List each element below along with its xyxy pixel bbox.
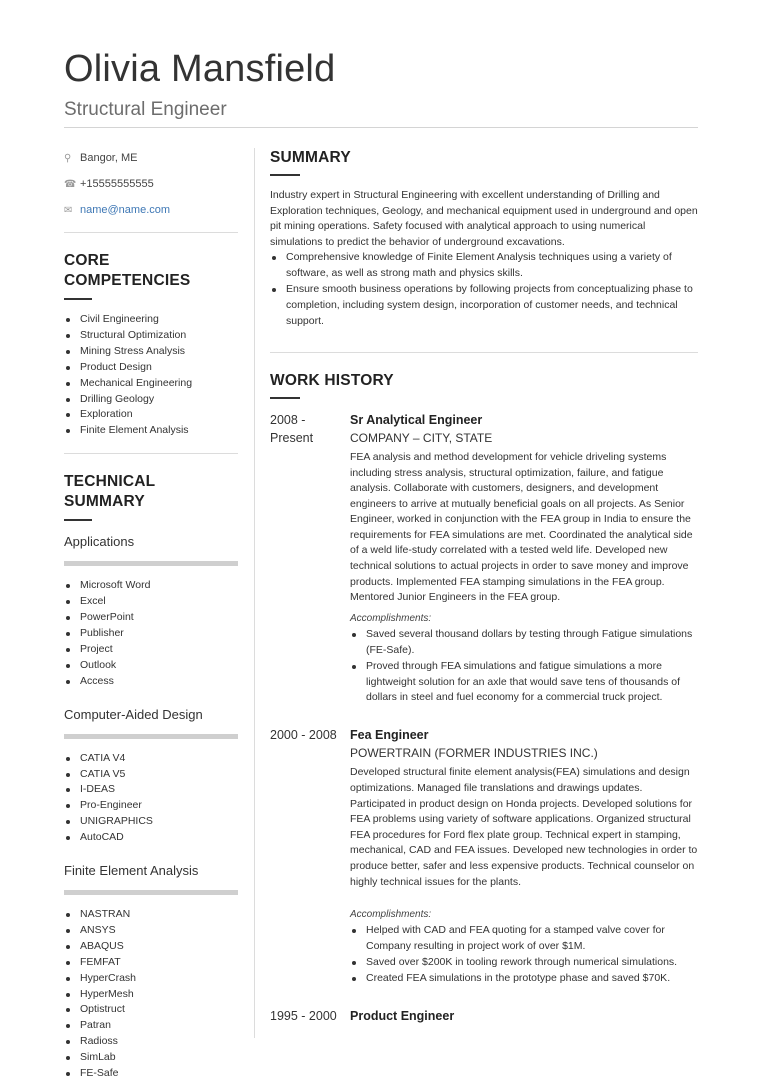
list-item: Saved several thousand dollars by testing through Fatigue simulations (FE-Safe).: [350, 627, 698, 659]
skill-group-applications: Applications: [64, 534, 135, 550]
candidate-title: Structural Engineer: [64, 99, 227, 120]
job-company: COMPANY – CITY, STATE: [350, 430, 493, 445]
list-item: Optistruct: [64, 1002, 238, 1018]
location-text: Bangor, ME: [80, 152, 138, 164]
skill-group-fea: Finite Element Analysis: [64, 863, 199, 879]
list-item: Outlook: [64, 658, 238, 674]
fea-list: [64, 907, 238, 1078]
spacer: [64, 690, 238, 704]
list-item: Pro-Engineer: [64, 798, 238, 814]
list-item: UNIGRAPHICS: [64, 814, 238, 830]
list-item: Excel: [64, 594, 238, 610]
skill-bar: [64, 561, 238, 566]
contact-phone: [64, 176, 238, 192]
right-column: [270, 148, 698, 1045]
list-item: Radioss: [64, 1034, 238, 1050]
list-item: ANSYS: [64, 923, 238, 939]
summary-heading: SUMMARY: [270, 149, 351, 166]
job-description: Developed structural finite element analysis(FEA) simulations and design optimizations. Managed file translations and drawings updates. Participated in product design on Honda projects. Developed solutions for FEA problems using variety of software applications. Organized structural FEA procedures for Ford flex plate group. Technical expert in stamping, mechanical, CAD and FEA issues. Developed new technologies in order to produce better, safer and less expensive products. Technical counselor on highly technical issues for the plants.: [350, 766, 698, 888]
summary-bullets: [270, 250, 698, 330]
list-item: Patran: [64, 1018, 238, 1034]
left-column: [64, 150, 238, 1078]
job-entry: [270, 726, 698, 986]
job-dates: 1995 - 2000: [270, 1008, 337, 1023]
column-divider: [254, 148, 255, 1038]
list-item: Created FEA simulations in the prototype phase and saved $70K.: [350, 971, 698, 987]
list-item: Proved through FEA simulations and fatigue simulations a more lightweight solution for an axle that would save tens of thousands of dollars in steel and fuel economy for a commercial truck project.: [350, 659, 698, 707]
core-competencies-list: [64, 312, 238, 439]
header-divider: [64, 127, 698, 128]
list-item: Ensure smooth business operations by following projects from conceptualizing phase to completion, including system design, incorporation of customer needs, and technical support.: [270, 282, 698, 330]
list-item: NASTRAN: [64, 907, 238, 923]
left-divider: [64, 453, 238, 454]
list-item: Helped with CAD and FEA quoting for a stamped valve cover for Company resulting in project work of over $1M.: [350, 923, 698, 955]
list-item: Comprehensive knowledge of Finite Element Analysis techniques using a variety of software, as well as strong math and physics skills.: [270, 250, 698, 282]
right-divider: [270, 352, 698, 353]
list-item: Exploration: [64, 407, 238, 423]
spacer: [64, 846, 238, 860]
job-entry: [270, 411, 698, 706]
map-pin-icon: ⚲: [64, 152, 72, 164]
heading-underline: [270, 174, 300, 176]
list-item: FE-Safe: [64, 1066, 238, 1078]
job-company: POWERTRAIN (FORMER INDUSTRIES INC.): [350, 746, 598, 761]
list-item: I-DEAS: [64, 782, 238, 798]
core-competencies-heading: CORE COMPETENCIES: [64, 252, 191, 289]
skill-bar: [64, 734, 238, 739]
list-item: CATIA V4: [64, 751, 238, 767]
list-item: FEMFAT: [64, 955, 238, 971]
list-item: Civil Engineering: [64, 312, 238, 328]
list-item: Structural Optimization: [64, 328, 238, 344]
job-title: Product Engineer: [350, 1008, 455, 1023]
list-item: ABAQUS: [64, 939, 238, 955]
envelope-icon: ✉: [64, 204, 73, 216]
list-item: Finite Element Analysis: [64, 423, 238, 439]
list-item: CATIA V5: [64, 767, 238, 783]
skill-bar: [64, 890, 238, 895]
left-divider: [64, 232, 238, 233]
phone-text: +15555555555: [80, 178, 154, 190]
list-item: Access: [64, 674, 238, 690]
job-entry: [270, 1007, 698, 1025]
skill-group-cad: Computer-Aided Design: [64, 706, 203, 722]
accomplishments-list: [350, 923, 698, 987]
list-item: Drilling Geology: [64, 392, 238, 408]
applications-list: [64, 578, 238, 689]
accomplishments-list: [350, 627, 698, 707]
list-item: Mechanical Engineering: [64, 376, 238, 392]
contact-location: [64, 150, 238, 166]
list-item: Product Design: [64, 360, 238, 376]
list-item: SimLab: [64, 1050, 238, 1066]
heading-underline: [64, 519, 92, 521]
job-dates: 2008 - Present: [270, 412, 314, 445]
technical-summary-heading: TECHNICAL SUMMARY: [64, 473, 156, 511]
list-item: Project: [64, 642, 238, 658]
phone-icon: ☎: [64, 178, 77, 190]
job-dates: 2000 - 2008: [270, 728, 337, 743]
list-item: AutoCAD: [64, 830, 238, 846]
job-description: FEA analysis and method development for vehicle driveling systems including stress analysis, structural optimization, failure, and fatigue analysis. Collaborate with customers, designers, and development engineers to arrive at mutually beneficial goals on all projects. As Senior Engineer, worked in conjunction with the FEA group in India to ensure the requirements for FEA simulations are met. Coordinated the analytical side of a weld life-study correlated with a tested weld life. Developed new technical solutions to actual projects in order to save money and improve products. Implemented FEA stamping simulations in the FEA group. Mentored Junior Engineers in the FEA group.: [350, 450, 693, 604]
summary-paragraph: Industry expert in Structural Engineering with excellent understanding of Drilling and Exploration techniques, Geology, and mechanical equipment used in underground and open pit mining operations. Safety focused with analytical approach to using numerical simulations to predict the behavior of underground excavations.: [270, 189, 698, 248]
job-body: [350, 411, 698, 706]
heading-underline: [270, 397, 300, 399]
job-body: [350, 726, 698, 986]
list-item: HyperMesh: [64, 987, 238, 1003]
cad-list: [64, 751, 238, 846]
heading-underline: [64, 298, 92, 300]
list-item: Saved over $200K in tooling rework through numerical simulations.: [350, 955, 698, 971]
email-link[interactable]: name@name.com: [80, 204, 171, 216]
list-item: Microsoft Word: [64, 578, 238, 594]
job-title: Sr Analytical Engineer: [350, 412, 483, 427]
list-item: Publisher: [64, 626, 238, 642]
accomplishments-label: Accomplishments:: [350, 909, 432, 921]
resume-header: [64, 46, 698, 122]
accomplishments-label: Accomplishments:: [350, 612, 432, 624]
job-body: [350, 1007, 698, 1025]
work-history-heading: WORK HISTORY: [270, 371, 394, 389]
candidate-name: Olivia Mansfield: [64, 48, 336, 90]
list-item: PowerPoint: [64, 610, 238, 626]
list-item: HyperCrash: [64, 971, 238, 987]
job-title: Fea Engineer: [350, 728, 429, 743]
contact-email[interactable]: [64, 202, 238, 218]
list-item: Mining Stress Analysis: [64, 344, 238, 360]
